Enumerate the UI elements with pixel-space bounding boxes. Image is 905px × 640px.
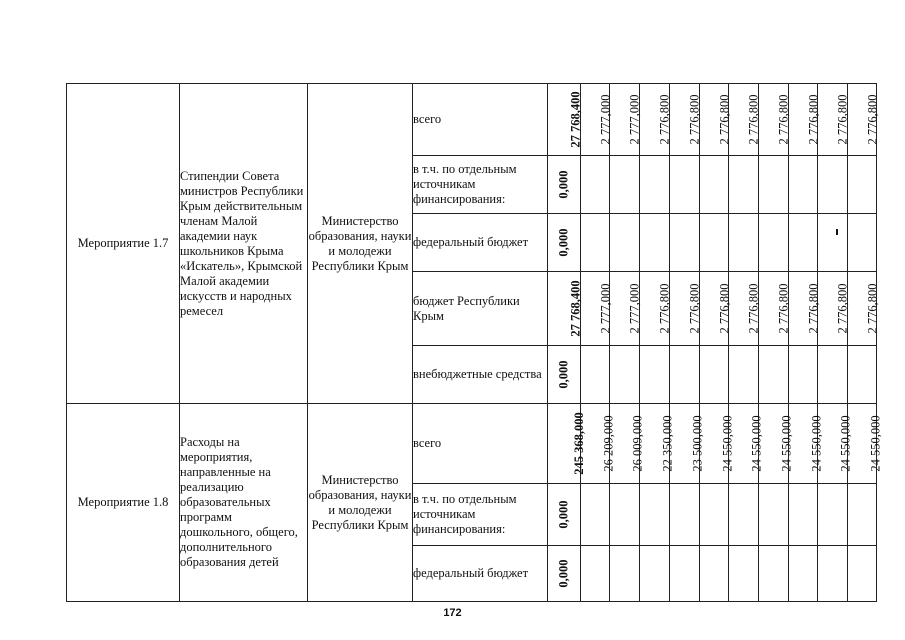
total-value: 27 768,400 — [568, 280, 583, 337]
year-value: 24 550,000 — [749, 415, 764, 472]
funding-source-label: внебюджетные средства — [413, 346, 548, 404]
funding-source-label: бюджет Республики Крым — [413, 272, 548, 346]
year-value: 2 776,800 — [746, 283, 761, 334]
total-value: 245 368,000 — [571, 412, 586, 475]
year-value: 2 776,800 — [657, 94, 672, 145]
responsible-organization: Министерство образования, науки и молодежи Республики Крым — [308, 404, 413, 602]
year-value: 2 777,000 — [627, 283, 642, 334]
funding-source-label: всего — [413, 84, 548, 156]
year-value: 2 777,000 — [598, 94, 613, 145]
funding-source-label: в т.ч. по отдельным источникам финансирования: — [413, 156, 548, 214]
measure-description: Стипендии Совета министров Республики Крым действительным членам Малой академии наук школьников Крыма «Искатель», Крымской Малой академии искусств и народных ремесел — [180, 84, 308, 404]
year-value: 2 776,800 — [687, 283, 702, 334]
responsible-organization: Министерство образования, науки и молодежи Республики Крым — [308, 84, 413, 404]
funding-source-label: федеральный бюджет — [413, 214, 548, 272]
total-value: 0,000 — [556, 559, 571, 588]
year-value: 2 776,800 — [865, 283, 880, 334]
funding-source-label: федеральный бюджет — [413, 546, 548, 602]
year-value: 2 776,800 — [776, 94, 791, 145]
year-value: 24 550,000 — [779, 415, 794, 472]
year-value: 2 776,800 — [806, 94, 821, 145]
budget-table — [66, 83, 883, 602]
year-value: 2 776,800 — [746, 94, 761, 145]
measure-label: Мероприятие 1.7 — [67, 84, 180, 404]
table-row — [67, 84, 877, 156]
year-value: 2 776,800 — [776, 283, 791, 334]
measure-description: Расходы на мероприятия, направленные на реализацию образовательных программ дошкольного, общего, дополнительного образования детей — [180, 404, 308, 602]
total-value: 0,000 — [556, 360, 571, 389]
year-value: 26 009,000 — [630, 415, 645, 472]
year-value: 2 777,000 — [627, 94, 642, 145]
year-value: 2 776,800 — [687, 94, 702, 145]
year-value: 26 209,000 — [601, 415, 616, 472]
scan-mark — [836, 229, 838, 235]
year-value: 24 550,000 — [838, 415, 853, 472]
year-value: 24 550,000 — [809, 415, 824, 472]
total-value: 0,000 — [556, 170, 571, 199]
year-value: 2 776,800 — [865, 94, 880, 145]
measure-label: Мероприятие 1.8 — [67, 404, 180, 602]
year-value: 2 776,800 — [835, 94, 850, 145]
year-value: 2 776,800 — [835, 283, 850, 334]
year-value: 2 776,800 — [806, 283, 821, 334]
page-number: 172 — [443, 607, 462, 619]
year-value: 2 776,800 — [657, 283, 672, 334]
year-value: 24 550,000 — [868, 415, 883, 472]
year-value: 23 500,000 — [690, 415, 705, 472]
year-value: 22 350,000 — [660, 415, 675, 472]
funding-source-label: всего — [413, 404, 548, 484]
year-value: 2 777,000 — [598, 283, 613, 334]
total-value: 0,000 — [556, 228, 571, 257]
table-row — [67, 404, 877, 484]
year-value: 2 776,800 — [717, 283, 732, 334]
year-value: 2 776,800 — [717, 94, 732, 145]
year-value: 24 550,000 — [720, 415, 735, 472]
total-value: 0,000 — [556, 500, 571, 529]
total-value: 27 768,400 — [568, 91, 583, 148]
funding-source-label: в т.ч. по отдельным источникам финансирования: — [413, 484, 548, 546]
